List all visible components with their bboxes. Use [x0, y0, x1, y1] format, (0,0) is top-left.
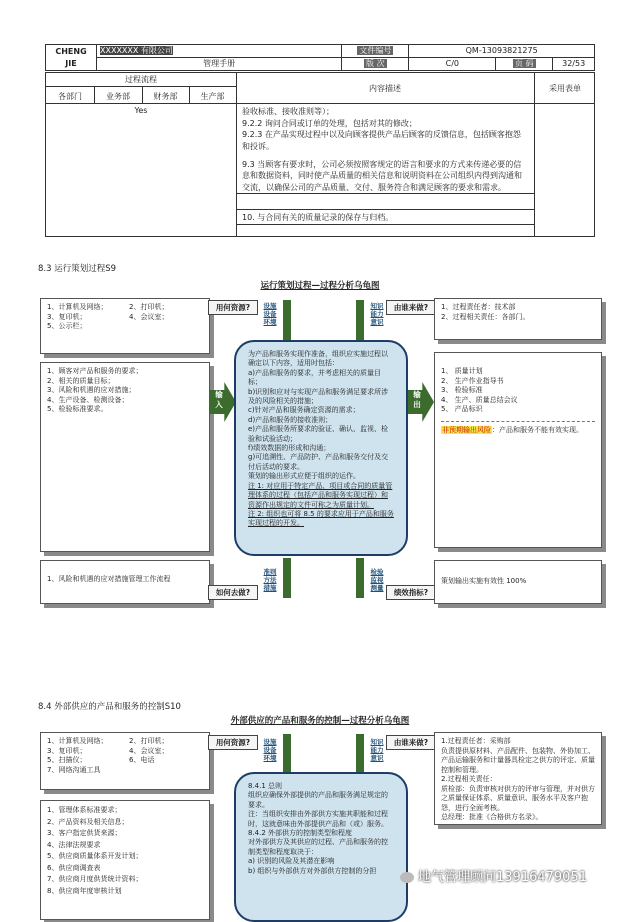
method-text: 准则 方法 措施: [263, 568, 277, 592]
doc-no: QM-13093821275: [409, 45, 595, 58]
output-item: 1、 质量计划: [441, 367, 483, 375]
facility-env-text-84: 设施 设备 环境: [263, 738, 277, 762]
who-label-84: 由谁来做?: [386, 735, 436, 750]
who-item: 1、过程责任者：技术部: [441, 303, 516, 311]
knowledge-text: 知识 能力 意识: [370, 302, 384, 326]
center-line: a)产品和服务的要求，并考虑相关的质量目标；: [248, 368, 382, 387]
process-table: [45, 72, 595, 237]
desc-line: 10. 与合同有关的质量记录的保存与归档。: [242, 213, 394, 222]
company-short-line2: JIE: [65, 58, 77, 68]
page-label: 页 码: [515, 59, 534, 68]
output-item: 2、 生产作业指导书: [441, 376, 504, 385]
resource-item: 7、网络沟通工具: [47, 765, 101, 774]
how-label: 如何去做?: [208, 585, 258, 600]
resource-item: 4、会议室；: [129, 746, 169, 755]
center-note: 注 2: 组织也可将 8.5 的要求应用于产品和服务实现过程的开发。: [248, 509, 394, 528]
resource-item: 5、公示栏；: [47, 322, 87, 330]
center-line: d)产品和服务的接收准则；: [248, 415, 333, 424]
center-line: c)针对产品和服务确定资源的需求；: [248, 406, 360, 415]
facility-env-text: 设施 设备 环境: [263, 302, 277, 326]
desc-line: 验收标准、接收准则等）；: [242, 107, 334, 116]
risk-desc: ：产品和服务不能有效实现。: [492, 425, 583, 434]
resources-box-84: [40, 732, 210, 790]
col-description: 内容描述: [369, 84, 401, 93]
desc-line: 9.2.3 在产品实现过程中以及向顾客提供产品后顾客的反馈信息，包括顾客抱怨和投诉。: [242, 130, 521, 151]
output-item: 3、 检验标准: [441, 386, 483, 394]
section-84-heading: 8.4 外部供应的产品和服务的控制S10: [38, 702, 181, 712]
process-center: [234, 340, 408, 556]
company-name-cell: [97, 45, 342, 58]
center-line: g)可追溯性、产品防护、产品和服务交付及交付后活动的要求。: [248, 453, 389, 471]
page-number: 32/53: [553, 58, 595, 71]
version-label: 版 次: [366, 59, 385, 68]
version-label-cell: [342, 58, 409, 71]
resource-item: 5、扫描仪；: [47, 756, 87, 764]
center-line: b) 组织与外部供方对外部供方控制的分担: [248, 866, 377, 875]
who-item: 质检部：负责审核对供方的评审与管理，并对供方之质量保证体系、质量意识、服务水平及客户抱怨，进行全面考核。: [441, 784, 595, 812]
resources-label: 用何资源?: [208, 300, 258, 315]
yes-mark: Yes: [134, 106, 148, 115]
arrow-down-icon: [356, 300, 364, 340]
inputs-box: [40, 362, 210, 552]
knowledge-text-84: 知识 能力 意识: [370, 738, 384, 762]
who-item: 2.过程相关责任：: [441, 775, 497, 783]
inputs-box-84: [40, 800, 210, 920]
header-table: [45, 44, 595, 71]
center-line: a) 识别的风险及其潜在影响: [248, 857, 335, 866]
section-83-diagram-title: 运行策划过程—过程分析乌龟图: [260, 281, 380, 291]
input-item: 8、供应商年度审核计划: [47, 886, 122, 895]
who-item: 2、过程相关责任：各部门。: [441, 312, 530, 321]
who-item: 1.过程责任者：采购部: [441, 737, 511, 745]
input-item: 1、顾客对产品和服务的要求；: [47, 367, 143, 375]
dept-finance: 财务部: [153, 92, 178, 101]
section-83-heading: 8.3 运行策划过程S9: [38, 264, 117, 274]
center-note: 注 1: 对应用于特定产品、项目或合同的质量管理体系的过程（包括产品和服务实现过程）和资源作出规定的文件可称之为质量计划。: [248, 481, 393, 509]
kpi-label: 绩效指标?: [386, 585, 436, 600]
resource-item: 1、计算机及网络；: [47, 737, 108, 745]
arrow-up-icon: [356, 558, 364, 598]
center-line: b)识别和应对与实现产品和服务满足要求所涉及的风险相关的措施；: [248, 387, 389, 406]
how-box: [40, 560, 210, 604]
input-item: 3、客户指定供货来源；: [47, 829, 122, 837]
resource-item: 2、打印机；: [129, 737, 169, 745]
input-item: 4、生产设备、检测设备；: [47, 395, 129, 404]
doc-no-label: 文件编号: [359, 46, 392, 55]
arrow-up-icon: [283, 558, 291, 598]
resource-item: 2、打印机；: [129, 303, 169, 311]
input-item: 5、供应商质量体系开发计划；: [47, 852, 143, 860]
center-line: e)产品和服务所要求的验证、确认、监视、检验和试验活动；: [248, 425, 389, 443]
input-label: 输 入: [215, 390, 223, 409]
center-line: 策划的输出形式应便于组织的运作。: [248, 472, 360, 481]
process-center-84: [234, 772, 408, 922]
kpi-box: [434, 560, 602, 604]
arrow-down-icon: [356, 734, 364, 774]
dept-business: 业务部: [106, 92, 130, 101]
risk-label: 非预期输出风险: [442, 425, 491, 434]
dept-all: 各部门: [58, 92, 82, 101]
input-item: 4、法律法规要求: [47, 840, 101, 849]
who-item: 总经理：批准《合格供方名录》。: [441, 813, 543, 821]
company-short: [46, 45, 97, 71]
watermark-text: 地气管理顾问13916479051: [418, 870, 587, 885]
manual-title: 管理手册: [97, 58, 342, 71]
desc-line: 9.2.2 询问合同或订单的处理，包括对其的修改；: [242, 118, 417, 128]
center-line: 8.4.1 总则: [248, 782, 283, 790]
input-item: 2、相关的质量目标；: [47, 376, 115, 385]
arrow-down-icon: [283, 300, 291, 340]
wechat-icon: [400, 872, 414, 883]
version: C/0: [409, 58, 496, 71]
center-line: 为产品和服务实现作准备，组织应实施过程以确定以下内容，适用时包括：: [248, 350, 388, 368]
who-item: 负责提供原材料、产品配件、包装物、外协加工、产品运输服务和计量器具检定之供方的评定、质量控制和管理。: [441, 746, 595, 774]
watermark: [400, 866, 587, 885]
center-line: f)绩效数据的形成和沟通；: [248, 444, 331, 453]
arrow-down-icon: [283, 734, 291, 774]
output-item: 4、 生产、质量总结会议: [441, 395, 518, 404]
who-box-84: [434, 732, 602, 825]
resource-item: 3、复印机；: [47, 312, 87, 321]
col-process-flow: 过程流程: [125, 75, 157, 84]
description-text: [242, 106, 528, 152]
input-item: 2、产品资料及相关信息；: [47, 817, 129, 826]
resources-label-84: 用何资源?: [208, 735, 258, 750]
output-label: 输 出: [413, 390, 421, 409]
input-item: 6、供应商调查表: [47, 863, 101, 872]
desc-line: 9.3 当顾客有要求时，公司必须按照客规定的语言和要求的方式来传递必要的信息和数据资料，同时使产品质量的相关信息和说明资料在公司组织内得到沟通和交流，以确保公司的产品质量、交付、服务符合和满足顾客的要求和需求。: [242, 160, 522, 192]
dept-production: 生产部: [200, 92, 225, 101]
resources-box: [40, 298, 210, 354]
who-label: 由谁来做?: [386, 300, 436, 315]
doc-no-label-cell: [342, 45, 409, 58]
resource-item: 4、会议室；: [129, 312, 169, 321]
resource-item: 1、计算机及网络；: [47, 303, 108, 311]
section-84-diagram-title: 外部供应的产品和服务的控制—过程分析乌龟图: [230, 716, 410, 726]
center-line: 注：当组织安排由外部供方实施其职能和过程时，这就意味由外部提供产品和（或）服务。: [248, 810, 388, 828]
company-name: XXXXXXX 有限公司: [100, 46, 173, 55]
center-line: 对外部供方及其供应的过程、产品和服务的控制类型和程度取决于：: [248, 838, 388, 856]
company-short-line1: CHENG: [55, 46, 87, 56]
page-label-cell: [496, 58, 553, 71]
resource-item: 6、电话: [129, 756, 155, 764]
input-item: 3、风险和机遇的应对措施；: [47, 386, 136, 394]
center-line: 组织应确保外部提供的产品和服务满足规定的要求。: [248, 791, 388, 809]
monitor-text: 检验 监视 测量: [370, 568, 384, 592]
output-item: 5、 产品标识: [441, 405, 483, 413]
input-item: 5、检验标准要求。: [47, 405, 108, 413]
how-item: 1、风险和机遇的应对措施管理工作流程: [47, 575, 171, 583]
input-item: 7、供应商月度供货统计资料；: [47, 875, 143, 883]
who-box: [434, 298, 602, 340]
risk-text: [441, 426, 595, 436]
kpi-item: 策划输出实施有效性 100%: [441, 577, 527, 585]
center-line: 8.4.2 外部供方的控制类型和程度: [248, 829, 353, 838]
outputs-box: [434, 352, 602, 548]
resource-item: 3、复印机；: [47, 746, 87, 755]
col-forms: 采用表单: [549, 84, 581, 93]
input-item: 1、管理体系标准要求；: [47, 806, 122, 814]
